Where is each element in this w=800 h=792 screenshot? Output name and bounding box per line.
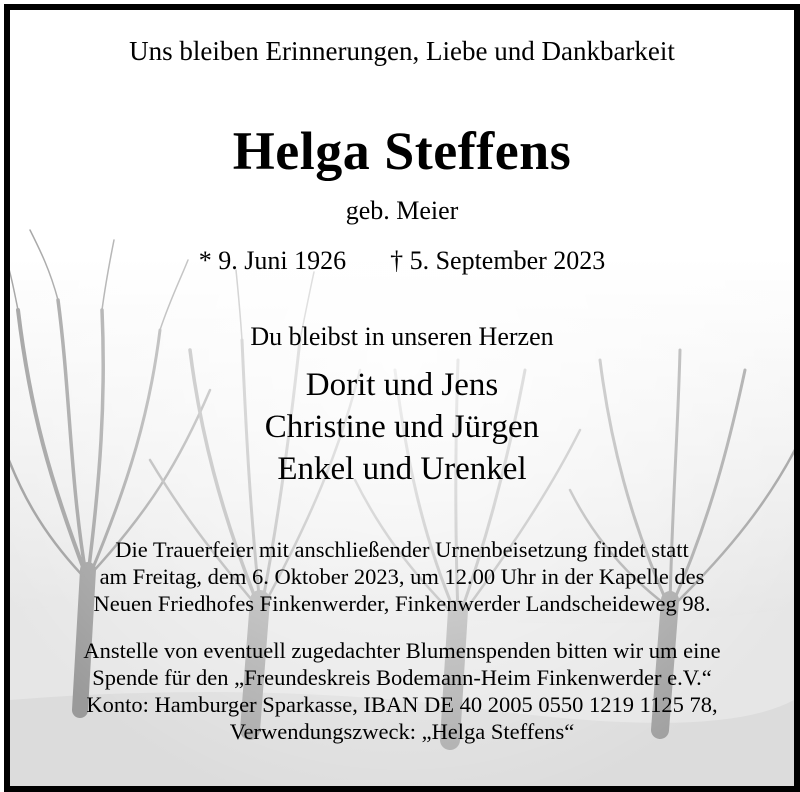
service-info-line: am Freitag, dem 6. Oktober 2023, um 12.00 Uhr in der Kapelle des: [99, 564, 705, 589]
donation-info-line: Konto: Hamburger Sparkasse, IBAN DE 40 2005 0550 1219 1125 78,: [86, 692, 718, 717]
obituary-content: [10, 10, 794, 786]
dedication-line: Du bleibst in unseren Herzen: [250, 322, 554, 351]
service-info-line: Neuen Friedhofes Finkenwerder, Finkenwerder Landscheideweg 98.: [93, 591, 711, 616]
donation-info-line: Spende für den „Freundeskreis Bodemann-Heim Finkenwerder e.V.“: [92, 665, 712, 690]
deceased-name: Helga Steffens: [232, 121, 572, 181]
death-date: † 5. September 2023: [390, 246, 606, 275]
mourner-line: Dorit und Jens: [305, 367, 499, 403]
donation-info-line: Verwendungszweck: „Helga Steffens“: [229, 719, 575, 744]
service-info-line: Die Trauerfeier mit anschließender Urnenbeisetzung findet statt: [115, 537, 689, 562]
maiden-name: geb. Meier: [345, 196, 459, 225]
obituary-frame: [4, 4, 800, 792]
mourner-line: Christine und Jürgen: [264, 409, 540, 445]
birth-date: * 9. Juni 1926: [198, 246, 347, 275]
obituary-motto: Uns bleiben Erinnerungen, Liebe und Dankbarkeit: [129, 36, 675, 66]
donation-info-line: Anstelle von eventuell zugedachter Blumenspenden bitten wir um eine: [83, 638, 721, 663]
mourner-line: Enkel und Urenkel: [277, 451, 527, 487]
life-dates: [10, 246, 794, 276]
